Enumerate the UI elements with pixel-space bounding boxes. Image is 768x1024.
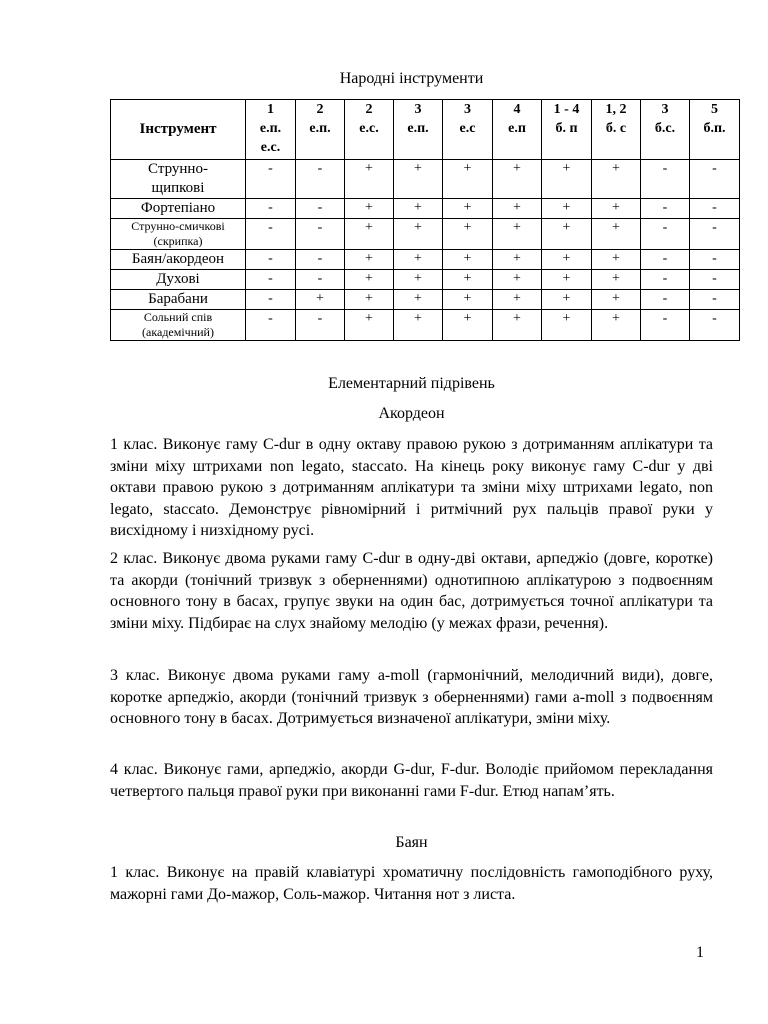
header-col-4-line-2: е.п. — [407, 121, 429, 136]
level-title: Елементарний підрівень — [328, 375, 495, 392]
table-cell: + — [394, 199, 443, 219]
header-col-2-line-2: е.п. — [309, 121, 331, 136]
header-col-1-line-1: 1 — [267, 102, 274, 117]
table-cell: + — [493, 219, 542, 250]
header-instrument: Інструмент — [111, 100, 246, 160]
table-cell: - — [690, 160, 740, 199]
table-cell: - — [641, 199, 690, 219]
header-col-7-line-1: 1 - 4 — [553, 102, 580, 117]
table-cell: + — [345, 219, 394, 250]
table-cell: + — [345, 310, 394, 341]
table-row — [111, 250, 740, 270]
header-col-8 — [592, 100, 641, 160]
table-cell: + — [493, 310, 542, 341]
table-cell: + — [493, 250, 542, 270]
instrument-name-line: (академічний) — [142, 325, 214, 339]
header-col-10 — [690, 100, 740, 160]
table-cell: + — [592, 160, 641, 199]
table-cell: + — [296, 290, 345, 310]
header-col-1-line-3: е.с. — [260, 140, 281, 155]
table-cell: - — [690, 310, 740, 341]
header-col-6-line-1: 4 — [513, 102, 521, 117]
table-row — [111, 199, 740, 219]
instrument-name-line: (скрипка) — [153, 234, 203, 248]
instrument-name-cell — [111, 250, 246, 270]
instrument-name-line: Струнно-смичкові — [131, 219, 225, 233]
table-cell: + — [493, 199, 542, 219]
table-cell: + — [443, 290, 493, 310]
bayan-paragraph-1: 1 клас. Виконує на правій клавіатурі хроматичну послідовність гамоподібного руху, мажорні гами До-мажор, Соль-мажор. Читання нот з листа. — [110, 864, 713, 903]
header-col-5 — [443, 100, 493, 160]
table-cell: + — [345, 270, 394, 290]
header-col-1 — [246, 100, 296, 160]
header-col-1-line-2: е.п. — [259, 121, 282, 136]
header-col-10-line-1: 5 — [711, 102, 718, 117]
header-col-7-line-2: б. п — [555, 121, 578, 136]
header-col-10-line-2: б.п. — [703, 121, 726, 136]
header-col-9-line-1: 3 — [661, 102, 669, 117]
table-cell: - — [296, 270, 345, 290]
table-cell: - — [641, 160, 690, 199]
table-cell: - — [246, 250, 296, 270]
instrument-name-cell — [111, 199, 246, 219]
header-col-3-line-2: е.с. — [359, 121, 379, 136]
table-cell: + — [443, 270, 493, 290]
table-cell: - — [690, 250, 740, 270]
header-col-4 — [394, 100, 443, 160]
table-cell: + — [542, 290, 592, 310]
table-cell: + — [345, 250, 394, 270]
table-row — [111, 160, 740, 199]
instrument-name-line: Духові — [156, 271, 200, 287]
table-cell: + — [394, 160, 443, 199]
table-cell: - — [296, 160, 345, 199]
table-cell: + — [394, 310, 443, 341]
table-cell: + — [443, 250, 493, 270]
table-cell: - — [296, 219, 345, 250]
table-title: Народні інструменти — [339, 70, 484, 87]
header-col-2 — [296, 100, 345, 160]
table-cell: + — [443, 219, 493, 250]
instrument-name-line: Баян/акордеон — [131, 251, 225, 267]
table-cell: + — [592, 270, 641, 290]
bayan-title: Баян — [395, 834, 428, 851]
table-cell: - — [641, 250, 690, 270]
instrument-name-line: Фортепіано — [140, 200, 216, 216]
header-col-9-line-2: б.с. — [654, 121, 676, 136]
table-cell: + — [394, 219, 443, 250]
header-col-8-line-2: б. с — [605, 121, 627, 136]
table-cell: + — [493, 290, 542, 310]
table-cell: + — [493, 160, 542, 199]
table-cell: + — [394, 270, 443, 290]
table-cell: - — [296, 310, 345, 341]
header-col-6-line-2: е.п — [508, 121, 526, 136]
table-cell: - — [641, 270, 690, 290]
table-row — [111, 219, 740, 250]
table-cell: + — [345, 290, 394, 310]
table-cell: + — [542, 250, 592, 270]
table-cell: + — [592, 219, 641, 250]
table-cell: - — [246, 310, 296, 341]
table-cell: + — [542, 199, 592, 219]
instrument-name-cell — [111, 270, 246, 290]
table-cell: - — [246, 290, 296, 310]
header-col-3-line-1: 2 — [365, 102, 373, 117]
instrument-name-cell — [111, 219, 246, 250]
table-cell: + — [542, 270, 592, 290]
instrument-name-cell — [111, 310, 246, 341]
table-row — [111, 290, 740, 310]
header-col-9 — [641, 100, 690, 160]
instrument-name-cell — [111, 160, 246, 199]
header-col-7 — [542, 100, 592, 160]
table-cell: + — [443, 310, 493, 341]
table-cell: + — [592, 250, 641, 270]
table-cell: + — [345, 199, 394, 219]
table-cell: + — [394, 250, 443, 270]
table-cell: - — [641, 290, 690, 310]
table-cell: + — [592, 310, 641, 341]
header-col-2-line-1: 2 — [316, 102, 324, 117]
table-cell: - — [641, 310, 690, 341]
instrument-name-line: Струнно- — [148, 161, 208, 177]
table-cell: + — [592, 199, 641, 219]
table-body — [111, 160, 740, 341]
table-row — [111, 310, 740, 341]
table-cell: + — [345, 160, 394, 199]
table-cell: - — [246, 160, 296, 199]
accordion-paragraph-1: 1 клас. Виконує гаму C-dur в одну октаву правою рукою з дотриманням аплікатури та зміни міху штрихами non legato, staccato. На кінець року виконує гаму C-dur у дві октави правою рукою з дотриманням аплікатури та зміни міху штрихами legato, non legato, staccato. Демонструє рівномірний і ритмічний рух пальців правої руки у висхідному і низхідному русі. — [110, 436, 713, 539]
table-cell: - — [690, 290, 740, 310]
header-col-5-line-1: 3 — [464, 102, 471, 117]
accordion-title: Акордеон — [378, 405, 445, 422]
table-cell: + — [443, 160, 493, 199]
instrument-name-cell — [111, 290, 246, 310]
table-cell: - — [246, 270, 296, 290]
table-cell: - — [246, 199, 296, 219]
table-cell: + — [493, 270, 542, 290]
table-cell: - — [690, 270, 740, 290]
table-cell: + — [394, 290, 443, 310]
header-col-6 — [493, 100, 542, 160]
table-cell: - — [690, 219, 740, 250]
header-col-8-line-1: 1, 2 — [605, 102, 627, 117]
table-cell: + — [592, 290, 641, 310]
table-row — [111, 270, 740, 290]
instruments-table — [110, 99, 740, 341]
table-cell: - — [246, 219, 296, 250]
instrument-name-line: Сольний спів — [143, 310, 213, 324]
accordion-paragraph-3: 3 клас. Виконує двома руками гаму a-moll (гармонічний, мелодичний види), довге, коротке арпеджіо, акорди (тонічний тризвук з оберненнями) гами a-moll з подвоєнням основного тону в басах. Дотримується визначеної аплікатури, зміни міху. — [110, 667, 713, 727]
header-col-4-line-1: 3 — [414, 102, 422, 117]
table-cell: - — [296, 199, 345, 219]
page-number: 1 — [696, 944, 704, 961]
header-col-5-line-2: е.с — [459, 121, 476, 136]
table-cell: - — [641, 219, 690, 250]
table-cell: + — [542, 160, 592, 199]
instrument-name-line: щипкові — [151, 180, 205, 196]
header-col-3 — [345, 100, 394, 160]
table-cell: - — [690, 199, 740, 219]
table-header-row — [111, 100, 740, 160]
table-cell: + — [542, 219, 592, 250]
instrument-name-line: Барабани — [148, 291, 208, 307]
table-cell: - — [296, 250, 345, 270]
table-cell: + — [542, 310, 592, 341]
table-cell: + — [443, 199, 493, 219]
accordion-paragraph-2: 2 клас. Виконує двома руками гаму C-dur в одну-дві октави, арпеджіо (довге, коротке) та акорди (тонічний тризвук з оберненнями) однотипною аплікатурою з подвоєнням основного тону в басах, групує звуки на один бас, дотримується точної аплікатури та зміни міху. Підбирає на слух знайому мелодію (у межах фрази, речення). — [110, 550, 713, 632]
accordion-paragraph-4: 4 клас. Виконує гами, арпеджіо, акорди G-dur, F-dur. Володіє прийомом перекладання четвертого пальця правої руки при виконанні гами F-dur. Етюд напам’ять. — [110, 761, 713, 800]
